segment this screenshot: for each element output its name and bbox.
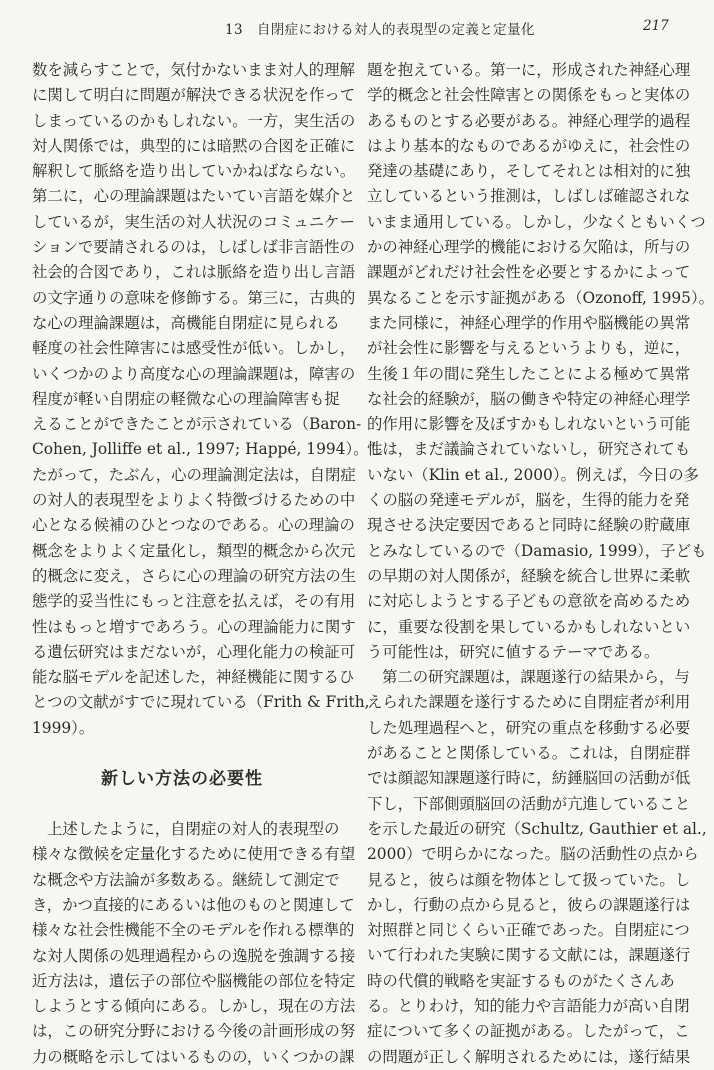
- left-column: [32, 58, 384, 1070]
- text-line: の問題が正しく解明されるためには，遂行結果: [367, 1047, 691, 1066]
- text-line: 性はもっと増すであろう。心の理論能力に関す: [32, 617, 356, 636]
- text-line: 2000）で明らかになった。脳の活動性の点から: [367, 845, 699, 864]
- text-line: 社会的合図であり，これは脈絡を造り出し言語: [32, 263, 356, 282]
- text-line: に関して明白に問題が解決できる状況を作って: [32, 86, 356, 105]
- text-line: した処理過程へと，研究の重点を移動する必要: [367, 718, 691, 737]
- text-line: があることと関係している。これは，自閉症群: [367, 744, 691, 763]
- text-line: 見ると，彼らは顔を物体として扱っていた。し: [367, 870, 691, 889]
- text-line: とつの文献がすでに現れている（Frith & Frith,: [32, 693, 370, 712]
- text-line: 学的概念と社会性障害との関係をもっと実体の: [367, 86, 691, 105]
- text-line: 能な脳モデルを記述した，神経機能に関するひ: [32, 668, 355, 687]
- text-line: う可能性は，研究に値するテーマである。: [367, 642, 660, 661]
- text-line: 心となる候補のひとつなのである。心の理論の: [32, 516, 355, 535]
- text-line: 力の概略を示してはいるものの，いくつかの課: [32, 1047, 355, 1066]
- text-line: 性は，まだ議論されていないし，研究されても: [367, 440, 691, 459]
- text-line: ションで要請されるのは，しばしば非言語性の: [32, 238, 355, 257]
- text-line: 的作用に影響を及ぼすかもしれないという可能: [367, 415, 691, 434]
- text-line: かし，行動の点から見ると，彼らの課題遂行は: [367, 895, 691, 914]
- text-line: はより基本的なものであるがゆえに，社会性の: [367, 136, 691, 155]
- text-line: 様々な徴候を定量化するために使用できる有望: [32, 845, 356, 864]
- text-line: 発達の基礎にあり，そしてそれとは相対的に独: [367, 162, 691, 181]
- text-line: あるものとする必要がある。神経心理学的過程: [367, 111, 691, 130]
- paragraph-new-methods: [32, 817, 356, 1070]
- text-line: 現させる決定要因であると同時に経験の貯蔵庫: [367, 516, 691, 535]
- text-line: が社会性に影響を与えるというよりも，逆に，: [367, 339, 691, 358]
- text-line: は，この研究分野における今後の計画形成の努: [32, 1022, 356, 1041]
- text-line: に対応しようとする子どもの意欲を高めるため: [367, 592, 691, 611]
- paragraph-neuropsychology: [367, 58, 714, 665]
- text-line: しているが，実生活の対人状況のコミュニケー: [32, 212, 355, 231]
- text-line: 立しているという推測は，しばしば確認されな: [367, 187, 691, 206]
- text-line: の文字通りの意味を修飾する。第三に，古典的: [32, 288, 356, 307]
- text-line: 近方法は，遺伝子の部位や脳機能の部位を特定: [32, 971, 356, 990]
- text-line: 時の代償的戦略を実証するものがたくさんあ: [367, 971, 675, 990]
- text-line: くの脳の発達モデルが，脳を，生得的能力を発: [367, 491, 690, 510]
- text-line: 異なることを示す証拠がある（Ozonoff, 1995）。: [367, 288, 714, 307]
- text-line: 症について多くの証拠がある。したがって，こ: [367, 1022, 690, 1041]
- text-line: いない（Klin et al., 2000）。例えば，今日の多: [367, 465, 700, 484]
- text-line: えられた課題を遂行するために自閉症者が利用: [367, 693, 691, 712]
- text-line: 解釈して脈絡を造り出していかねばならない。: [32, 162, 356, 181]
- right-column: [367, 58, 714, 1070]
- paragraph-theory-of-mind: [32, 58, 384, 741]
- text-line: に，重要な役割を果しているかもしれないとい: [367, 617, 691, 636]
- text-line: 1999）。: [32, 718, 95, 737]
- paragraph-second-research-issue: [367, 665, 707, 1070]
- text-line: では顔認知課題遂行時に，紡錘脳回の活動が低: [367, 769, 691, 788]
- text-line: いくつかのより高度な心の理論課題は，障害の: [32, 364, 356, 383]
- text-line: の対人的表現型をよりよく特徴づけるための中: [32, 491, 356, 510]
- text-line: の早期の対人関係が，経験を統合し世界に柔軟: [367, 566, 691, 585]
- text-line: 軽度の社会性障害には感受性が低い。しかし，: [32, 339, 356, 358]
- text-line: き，かつ直接的にあるいは他のものと関連して: [32, 895, 355, 914]
- text-line: いまま通用している。しかし，少なくともいくつ: [367, 212, 706, 231]
- text-line: な概念や方法論が多数ある。継続して測定で: [32, 870, 340, 889]
- text-line: 課題がどれだけ社会性を必要とするかによって: [367, 263, 691, 282]
- text-line: しようとする傾向にある。しかし，現在の方法: [32, 997, 356, 1016]
- text-line: 概念をよりよく定量化し，類型的概念から次元: [32, 541, 356, 560]
- text-line: 上述したように，自閉症の対人的表現型の: [47, 820, 340, 839]
- text-line: いて行われた実験に関する文献には，課題遂行: [367, 946, 691, 965]
- text-line: 態学的妥当性にもっと注意を払えば，その有用: [32, 592, 356, 611]
- text-line: 第二に，心の理論課題はたいてい言語を媒介と: [32, 187, 356, 206]
- chapter-title: 13 自閉症における対人的表現型の定義と定量化: [225, 22, 535, 38]
- page-number: 217: [643, 18, 669, 34]
- text-line: 様々な社会性機能不全のモデルを作れる標準的: [32, 921, 355, 940]
- text-line: 程度が軽い自閉症の軽微な心の理論障害も捉: [32, 389, 340, 408]
- text-line: な心の理論課題は，高機能自閉症に見られる: [32, 313, 340, 332]
- text-line: Cohen, Jolliffe et al., 1997; Happé, 1994）。し: [32, 440, 384, 459]
- text-line: な対人関係の処理過程からの逸脱を強調する接: [32, 946, 356, 965]
- text-line: 対人関係では，典型的には暗黙の合図を正確に: [32, 136, 356, 155]
- text-line: る遺伝研究はまだないが，心理化能力の検証可: [32, 642, 356, 661]
- text-line: 題を抱えている。第一に，形成された神経心理: [367, 61, 691, 79]
- text-line: 下し，下部側頭脳回の活動が亢進していること: [367, 794, 691, 813]
- text-line: 生後１年の間に発生したことによる極めて異常: [367, 364, 691, 383]
- running-header: [0, 18, 705, 42]
- text-line: かの神経心理学的機能における欠陥は，所与の: [367, 238, 691, 257]
- text-line: たがって，たぶん，心の理論測定法は，自閉症: [32, 465, 356, 484]
- text-line: を示した最近の研究（Schultz, Gauthier et al.,: [367, 819, 707, 838]
- text-line: 数を減らすことで，気付かないまま対人的理解: [32, 61, 355, 79]
- section-heading: 新しい方法の必要性: [101, 769, 263, 790]
- text-line: な社会的経験が，脳の働きや特定の神経心理学: [367, 389, 691, 408]
- text-line: しまっているのかもしれない。一方，実生活の: [32, 111, 356, 130]
- text-line: 的概念に変え，さらに心の理論の研究方法の生: [32, 566, 357, 585]
- text-line: とみなしているので（Damasio, 1999），子ども: [367, 541, 707, 560]
- text-line: る。とりわけ，知的能力や言語能力が高い自閉: [367, 996, 690, 1015]
- text-line: 第二の研究課題は，課題遂行の結果から，与: [382, 668, 690, 687]
- text-line: また同様に，神経心理学的作用や脳機能の異常: [367, 313, 691, 332]
- text-line: えることができたことが示されている（Baron-: [32, 415, 362, 434]
- text-line: 対照群と同じくらい正確であった。自閉症につ: [367, 921, 690, 940]
